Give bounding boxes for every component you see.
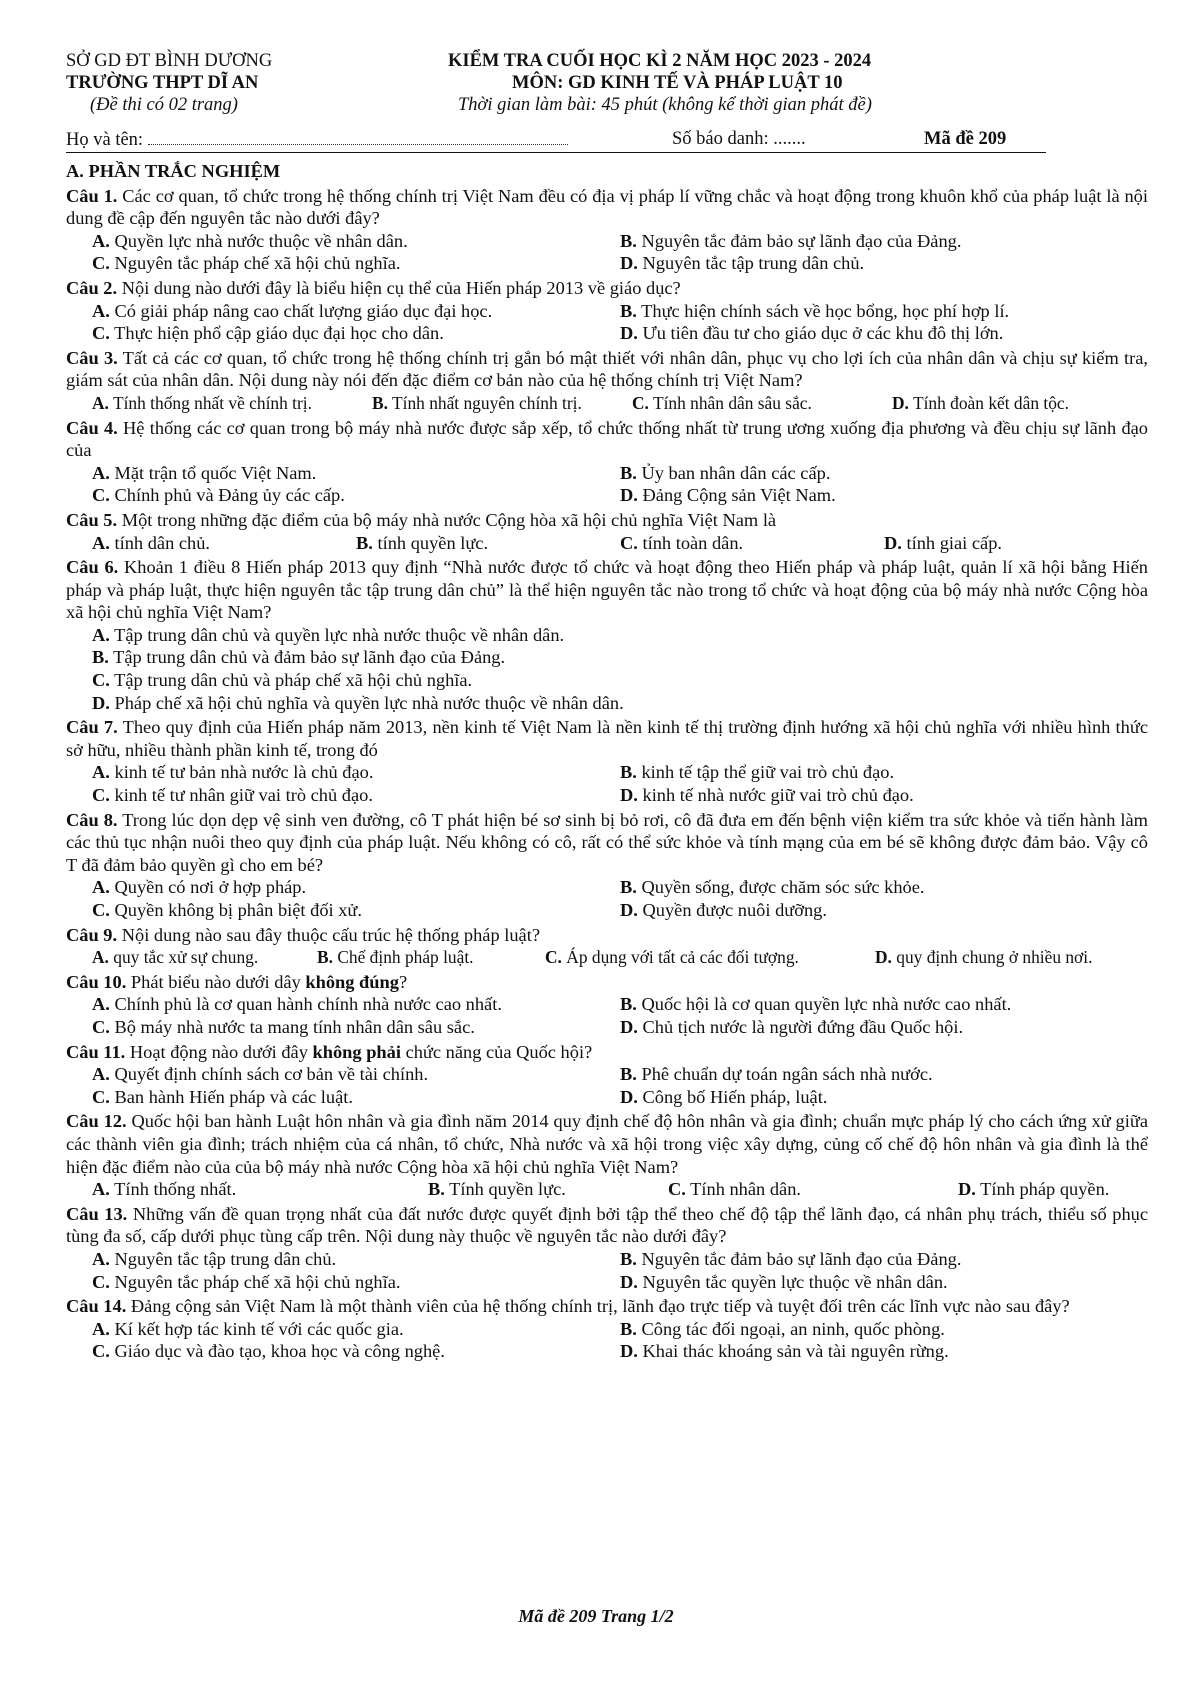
option-label: B. <box>620 994 637 1015</box>
option-a <box>92 1248 620 1271</box>
question-6 <box>66 556 1148 624</box>
option-label: B. <box>620 1064 637 1085</box>
option-d <box>892 392 1152 415</box>
option-d <box>620 252 1148 275</box>
options-q6 <box>66 624 1148 714</box>
option-label: C. <box>632 392 649 413</box>
option-label: A. <box>92 947 109 968</box>
option-label: A. <box>92 300 110 321</box>
option-label: B. <box>620 1318 637 1339</box>
option-label: D. <box>620 1271 638 1292</box>
option-text: Ủy ban nhân dân các cấp. <box>641 462 831 483</box>
option-label: C. <box>92 1086 110 1107</box>
option-text: Nguyên tắc đảm bảo sự lãnh đạo của Đảng. <box>641 1248 962 1269</box>
option-text: Phê chuẩn dự toán ngân sách nhà nước. <box>641 1064 933 1085</box>
question-text-end: chức năng của Quốc hội? <box>405 1041 593 1062</box>
question-text: Một trong những đặc điểm của bộ máy nhà nước Cộng hòa xã hội chủ nghĩa Việt Nam là <box>121 509 777 530</box>
option-text: Chính phủ là cơ quan hành chính nhà nước cao nhất. <box>114 994 502 1015</box>
option-label: C. <box>92 253 110 274</box>
option-label: A. <box>92 392 109 413</box>
option-text: Tính pháp quyền. <box>980 1179 1110 1200</box>
option-a <box>92 1063 620 1086</box>
option-b <box>356 532 620 555</box>
option-text: Quyền không bị phân biệt đối xử. <box>114 900 362 920</box>
option-a <box>92 946 317 969</box>
question-9 <box>66 924 1148 947</box>
option-d <box>620 1086 1148 1109</box>
candidate-info-line <box>66 128 1046 151</box>
option-text: Ban hành Hiến pháp và các luật. <box>114 1086 353 1107</box>
question-number: Câu 6. <box>66 557 119 578</box>
question-number: Câu 8. <box>66 809 118 830</box>
option-b <box>92 646 1148 669</box>
header-right <box>420 50 1120 116</box>
option-d <box>884 532 1148 555</box>
option-text: Nguyên tắc đảm bảo sự lãnh đạo của Đảng. <box>641 230 962 251</box>
option-label: C. <box>545 947 562 968</box>
question-number: Câu 11. <box>66 1041 126 1062</box>
option-a <box>92 624 1148 647</box>
option-b <box>620 876 1148 899</box>
pages-note: (Đề thi có 02 trang) <box>90 95 238 115</box>
option-text: tính quyền lực. <box>377 532 489 553</box>
option-text: Tập trung dân chủ và pháp chế xã hội chủ nghĩa. <box>114 670 473 691</box>
option-label: B. <box>356 532 373 553</box>
option-text: Nguyên tắc pháp chế xã hội chủ nghĩa. <box>114 1271 401 1292</box>
option-label: B. <box>620 877 637 898</box>
option-label: D. <box>620 485 638 506</box>
options-q14 <box>66 1318 1148 1363</box>
option-text: quy định chung ở nhiều nơi. <box>896 947 1093 968</box>
option-text: Thực hiện chính sách về học bổng, học phí hợp lí. <box>641 300 1010 321</box>
option-text: Công tác đối ngoại, an ninh, quốc phòng. <box>641 1318 945 1339</box>
sbd-label: Số báo danh: ....... <box>672 129 806 149</box>
options-q2 <box>66 300 1148 345</box>
option-text: Chế định pháp luật. <box>337 947 474 968</box>
options-q10 <box>66 993 1148 1038</box>
option-text: Ưu tiên đầu tư cho giáo dục ở các khu đô thị lớn. <box>642 323 1004 344</box>
option-label: A. <box>92 762 110 783</box>
option-text: Chủ tịch nước là người đứng đầu Quốc hội. <box>642 1016 964 1037</box>
options-q5 <box>66 532 1148 555</box>
option-text: Bộ máy nhà nước ta mang tính nhân dân sâu sắc. <box>114 1016 475 1037</box>
question-emphasis: không đúng <box>305 971 399 992</box>
option-label: C. <box>92 485 110 506</box>
option-label: D. <box>620 900 638 920</box>
exam-code: Mã đề 209 <box>924 129 1007 149</box>
option-b <box>620 761 1148 784</box>
option-a <box>92 462 620 485</box>
option-b <box>620 462 1148 485</box>
question-8 <box>66 809 1148 877</box>
option-c <box>92 784 620 807</box>
option-b <box>620 1063 1148 1086</box>
option-c <box>92 1016 620 1039</box>
question-13 <box>66 1203 1148 1248</box>
option-text: Pháp chế xã hội chủ nghĩa và quyền lực nhà nước thuộc về nhân dân. <box>114 692 624 713</box>
question-text: Khoản 1 điều 8 Hiến pháp 2013 quy định “Nhà nước được tổ chức và hoạt động theo Hiến pháp và pháp luật, quản lí xã hội bằng Hiến pháp và pháp luật, thực hiện nguyên tắc tập trung dân chủ” là thể hiện nguyên tắc nào trong tổ chức và hoạt động của bộ máy nhà nước Cộng hòa xã hội chủ nghĩa Việt Nam? <box>66 557 1148 623</box>
option-c <box>92 1086 620 1109</box>
option-c <box>620 532 884 555</box>
option-label: C. <box>92 900 110 920</box>
option-c <box>632 392 892 415</box>
option-d <box>620 1340 1148 1363</box>
option-label: A. <box>92 1064 110 1085</box>
option-b <box>317 946 545 969</box>
option-label: D. <box>620 1086 638 1107</box>
question-2 <box>66 277 1148 300</box>
header-left <box>66 50 396 116</box>
question-5 <box>66 509 1148 532</box>
question-7 <box>66 716 1148 761</box>
option-b <box>620 300 1148 323</box>
option-label: D. <box>892 392 909 413</box>
department-name: SỞ GD ĐT BÌNH DƯƠNG <box>66 51 273 71</box>
question-number: Câu 12. <box>66 1111 127 1132</box>
option-label: D. <box>620 1016 638 1037</box>
question-12 <box>66 1110 1148 1178</box>
option-label: B. <box>620 230 637 251</box>
option-text: Tính quyền lực. <box>449 1179 566 1200</box>
question-text: Quốc hội ban hành Luật hôn nhân và gia đình năm 2014 quy định chế độ hôn nhân và gia đình; chuẩn mực pháp lý cho cách ứng xử giữa các thành viên gia đình; trách nhiệm của cá nhân, tổ chức, Nhà nước và xã hội trong việc xây dựng, củng cố chế độ hôn nhân và gia đình là thể hiện đặc điểm nào của của bộ máy nhà nước Cộng hòa xã hội chủ nghĩa Việt Nam? <box>66 1111 1148 1177</box>
option-b <box>620 1318 1148 1341</box>
question-number: Câu 5. <box>66 509 118 530</box>
options-q3 <box>66 392 1148 415</box>
option-text: tính toàn dân. <box>642 532 744 553</box>
question-number: Câu 3. <box>66 347 118 368</box>
question-text: Những vấn đề quan trọng nhất của đất nước được quyết định bởi tập thể theo chế độ tập thể lãnh đạo, cá nhân phụ trách, thiểu số phục tùng đa số, cấp dưới phục tùng cấp trên. Nội dung này thuộc về nguyên tắc nào dưới đây? <box>66 1203 1148 1247</box>
option-label: A. <box>92 1179 110 1200</box>
option-label: C. <box>92 1016 110 1037</box>
option-b <box>620 230 1148 253</box>
option-label: B. <box>317 947 333 968</box>
option-c <box>92 484 620 507</box>
option-c <box>668 1178 958 1201</box>
option-text: kinh tế nhà nước giữ vai trò chủ đạo. <box>642 785 914 806</box>
option-label: C. <box>92 785 110 806</box>
school-name: TRƯỜNG THPT DĨ AN <box>66 73 259 93</box>
option-text: Nguyên tắc pháp chế xã hội chủ nghĩa. <box>114 253 401 274</box>
question-number: Câu 7. <box>66 717 118 738</box>
options-q13 <box>66 1248 1148 1293</box>
options-q1 <box>66 230 1148 275</box>
option-text: kinh tế tư bản nhà nước là chủ đạo. <box>114 762 374 783</box>
question-text-end: ? <box>398 971 408 992</box>
option-text: Áp dụng với tất cả các đối tượng. <box>566 947 799 968</box>
option-text: tính giai cấp. <box>906 532 1003 553</box>
option-c <box>92 899 620 922</box>
option-label: B. <box>620 300 637 321</box>
option-label: D. <box>620 323 638 344</box>
option-text: Có giải pháp nâng cao chất lượng giáo dục đại học. <box>114 300 493 321</box>
question-text: Nội dung nào dưới đây là biểu hiện cụ thể của Hiến pháp 2013 về giáo dục? <box>121 277 681 298</box>
options-q9 <box>66 946 1148 969</box>
option-label: B. <box>372 392 388 413</box>
option-label: C. <box>92 1341 110 1362</box>
option-c <box>92 252 620 275</box>
option-text: Nguyên tắc tập trung dân chủ. <box>114 1248 337 1269</box>
question-text: Trong lúc dọn dẹp vệ sinh ven đường, cô T phát hiện bé sơ sinh bị bỏ rơi, cô đã đưa em đến bệnh viện kiểm tra sức khỏe và tiến hành làm các thủ tục nhận nuôi theo quy định của pháp luật. Nếu không có cô, rất có thể sức khỏe và tính mạng của em bé sẽ không được đảm bảo. Vậy cô T đã đảm bảo quyền gì cho em bé? <box>66 809 1148 875</box>
option-d <box>620 784 1148 807</box>
option-text: Tính nhân dân. <box>690 1179 801 1200</box>
option-text: Quyền sống, được chăm sóc sức khỏe. <box>641 877 925 898</box>
options-q4 <box>66 462 1148 507</box>
option-d <box>875 946 1175 969</box>
question-emphasis: không phải <box>312 1041 401 1062</box>
option-d <box>620 1016 1148 1039</box>
option-c <box>545 946 875 969</box>
question-11 <box>66 1041 1148 1064</box>
exam-title: KIỂM TRA CUỐI HỌC KÌ 2 NĂM HỌC 2023 - 2024 <box>448 51 872 71</box>
option-text: Kí kết hợp tác kinh tế với các quốc gia. <box>114 1318 404 1339</box>
question-text: Hệ thống các cơ quan trong bộ máy nhà nước được sắp xếp, tổ chức thống nhất từ trung ương xuống địa phương và đều chịu sự lãnh đạo của <box>66 417 1148 461</box>
name-blank <box>148 128 568 145</box>
option-a <box>92 300 620 323</box>
option-c <box>92 1340 620 1363</box>
option-text: Quyết định chính sách cơ bản về tài chính. <box>114 1064 429 1085</box>
option-text: tính dân chủ. <box>114 532 211 553</box>
option-d <box>620 484 1148 507</box>
question-4 <box>66 417 1148 462</box>
option-d <box>620 322 1148 345</box>
question-number: Câu 1. <box>66 185 118 206</box>
options-q12 <box>66 1178 1148 1201</box>
page-footer: Mã đề 209 Trang 1/2 <box>518 1606 674 1626</box>
options-q11 <box>66 1063 1148 1108</box>
option-c <box>92 1271 620 1294</box>
option-text: Tính đoàn kết dân tộc. <box>912 392 1069 413</box>
option-text: Tính thống nhất. <box>114 1179 237 1200</box>
option-a <box>92 761 620 784</box>
question-text: Tất cả các cơ quan, tổ chức trong hệ thống chính trị gắn bó mật thiết với nhân dân, phục vụ cho lợi ích của nhân dân và chịu sự kiểm tra, giám sát của nhân dân. Nội dung này nói đến đặc điểm cơ bản nào của hệ thống chính trị Việt Nam? <box>66 347 1148 391</box>
option-label: A. <box>92 230 110 251</box>
option-label: D. <box>620 785 638 806</box>
option-label: A. <box>92 1318 110 1339</box>
option-text: Tính nhân dân sâu sắc. <box>652 392 812 413</box>
option-label: A. <box>92 1248 110 1269</box>
section-title: A. PHẦN TRẮC NGHIỆM <box>66 161 281 181</box>
option-text: Khai thác khoáng sản và tài nguyên rừng. <box>642 1341 949 1362</box>
question-number: Câu 14. <box>66 1296 127 1317</box>
question-text: Phát biểu nào dưới dây <box>130 971 301 992</box>
question-text: Theo quy định của Hiến pháp năm 2013, nền kinh tế Việt Nam là nền kinh tế thị trường định hướng xã hội chủ nghĩa với nhiều hình thức sở hữu, nhiều thành phần kinh tế, trong đó <box>66 717 1148 760</box>
option-label: A. <box>92 624 110 645</box>
option-d <box>92 692 1148 715</box>
option-b <box>372 392 632 415</box>
option-a <box>92 230 620 253</box>
question-text: Đảng cộng sản Việt Nam là một thành viên của hệ thống chính trị, lãnh đạo trực tiếp và tuyệt đối trên các lĩnh vực nào sau đây? <box>130 1296 1070 1317</box>
option-text: Quyền được nuôi dưỡng. <box>642 900 827 920</box>
option-text: Quyền có nơi ở hợp pháp. <box>114 877 307 898</box>
question-number: Câu 13. <box>66 1203 128 1224</box>
option-text: Giáo dục và đào tạo, khoa học và công nghệ. <box>114 1341 445 1362</box>
option-label: C. <box>668 1179 686 1200</box>
option-text: Tập trung dân chủ và đảm bảo sự lãnh đạo của Đảng. <box>113 647 506 668</box>
subject-title: MÔN: GD KINH TẾ VÀ PHÁP LUẬT 10 <box>512 73 843 93</box>
option-label: B. <box>92 647 109 668</box>
option-text: Tính thống nhất về chính trị. <box>112 392 312 413</box>
option-label: C. <box>92 1271 110 1292</box>
question-10 <box>66 971 1148 994</box>
option-label: D. <box>620 253 638 274</box>
option-text: Thực hiện phổ cập giáo dục đại học cho dân. <box>114 323 444 344</box>
option-b <box>620 1248 1148 1271</box>
question-number: Câu 2. <box>66 277 118 298</box>
exam-content <box>66 160 1148 1363</box>
name-label: Họ và tên: <box>66 130 144 150</box>
option-c <box>92 669 1148 692</box>
option-d <box>620 1271 1148 1294</box>
option-b <box>620 993 1148 1016</box>
option-text: kinh tế tập thể giữ vai trò chủ đạo. <box>641 762 895 783</box>
question-number: Câu 10. <box>66 971 127 992</box>
option-label: C. <box>92 670 110 691</box>
option-text: Mặt trận tổ quốc Việt Nam. <box>114 462 317 483</box>
option-label: C. <box>620 532 638 553</box>
option-label: B. <box>428 1179 445 1200</box>
option-a <box>92 1318 620 1341</box>
option-d <box>620 899 1148 922</box>
option-a <box>92 876 620 899</box>
option-text: kinh tế tư nhân giữ vai trò chủ đạo. <box>114 785 373 806</box>
option-label: D. <box>620 1341 638 1362</box>
option-label: A. <box>92 994 110 1015</box>
option-label: B. <box>620 762 637 783</box>
option-text: quy tắc xử sự chung. <box>113 947 259 968</box>
option-label: C. <box>92 323 110 344</box>
options-q7 <box>66 761 1148 806</box>
option-label: D. <box>958 1179 976 1200</box>
option-text: Công bố Hiến pháp, luật. <box>642 1086 828 1107</box>
option-label: A. <box>92 877 110 898</box>
option-a <box>92 532 356 555</box>
option-text: Quốc hội là cơ quan quyền lực nhà nước cao nhất. <box>641 994 1012 1015</box>
question-14 <box>66 1295 1148 1318</box>
option-a <box>92 993 620 1016</box>
option-label: D. <box>875 947 892 968</box>
time-note: Thời gian làm bài: 45 phút (không kể thời gian phát đề) <box>458 95 872 115</box>
question-1 <box>66 185 1148 230</box>
question-3 <box>66 347 1148 392</box>
option-d <box>958 1178 1158 1201</box>
option-text: Chính phủ và Đảng ủy các cấp. <box>114 485 345 506</box>
option-label: B. <box>620 1248 637 1269</box>
option-text: Nguyên tắc quyền lực thuộc về nhân dân. <box>642 1271 948 1292</box>
option-text: Tính nhất nguyên chính trị. <box>392 392 582 413</box>
option-c <box>92 322 620 345</box>
question-text: Nội dung nào sau đây thuộc cấu trúc hệ thống pháp luật? <box>121 924 540 945</box>
option-label: B. <box>620 462 637 483</box>
option-text: Quyền lực nhà nước thuộc về nhân dân. <box>114 230 408 251</box>
option-text: Đảng Cộng sản Việt Nam. <box>642 485 836 506</box>
option-label: A. <box>92 532 110 553</box>
option-text: Nguyên tắc tập trung dân chủ. <box>642 253 865 274</box>
options-q8 <box>66 876 1148 921</box>
option-a <box>92 392 372 415</box>
question-text: Các cơ quan, tổ chức trong hệ thống chính trị Việt Nam đều có địa vị pháp lí vững chắc và hoạt động trong khuôn khổ của pháp luật là nội dung đề cập đến nguyên tắc nào dưới đây? <box>66 185 1148 229</box>
option-text: Tập trung dân chủ và quyền lực nhà nước thuộc về nhân dân. <box>114 624 565 645</box>
option-label: D. <box>92 692 110 713</box>
option-a <box>92 1178 428 1201</box>
question-text: Hoạt động nào dưới đây <box>129 1041 308 1062</box>
header-divider <box>66 152 1046 153</box>
option-b <box>428 1178 668 1201</box>
option-label: D. <box>884 532 902 553</box>
question-number: Câu 9. <box>66 924 118 945</box>
option-label: A. <box>92 462 110 483</box>
question-number: Câu 4. <box>66 417 118 438</box>
